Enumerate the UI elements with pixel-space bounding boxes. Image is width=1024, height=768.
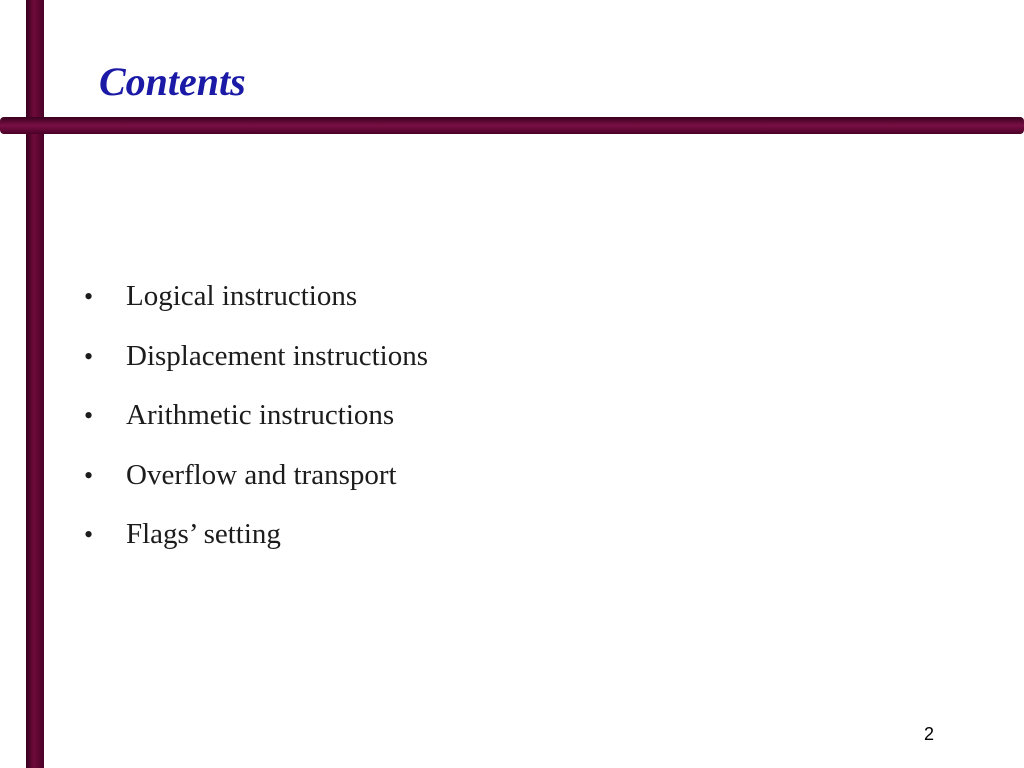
list-item-text: Displacement instructions [126, 339, 429, 372]
horizontal-accent-bar [0, 117, 1024, 134]
list-item [84, 518, 428, 578]
bullet-icon: • [84, 520, 94, 549]
list-item [84, 340, 428, 400]
list-item [84, 280, 428, 340]
slide-title: Contents [99, 59, 246, 104]
bullet-icon: • [84, 460, 94, 490]
bullet-icon: • [84, 341, 94, 371]
contents-list [84, 280, 428, 578]
list-item-text: Overflow and transport [126, 458, 397, 491]
list-item [84, 459, 428, 519]
page-number: 2 [924, 724, 935, 744]
bullet-icon: • [84, 282, 94, 311]
list-item-text: Flags’ setting [126, 518, 281, 550]
vertical-accent-bar [26, 0, 44, 768]
bullet-icon: • [84, 401, 94, 430]
list-item-text: Logical instructions [126, 280, 358, 312]
list-item-text: Arithmetic instructions [126, 399, 395, 431]
list-item [84, 399, 428, 459]
